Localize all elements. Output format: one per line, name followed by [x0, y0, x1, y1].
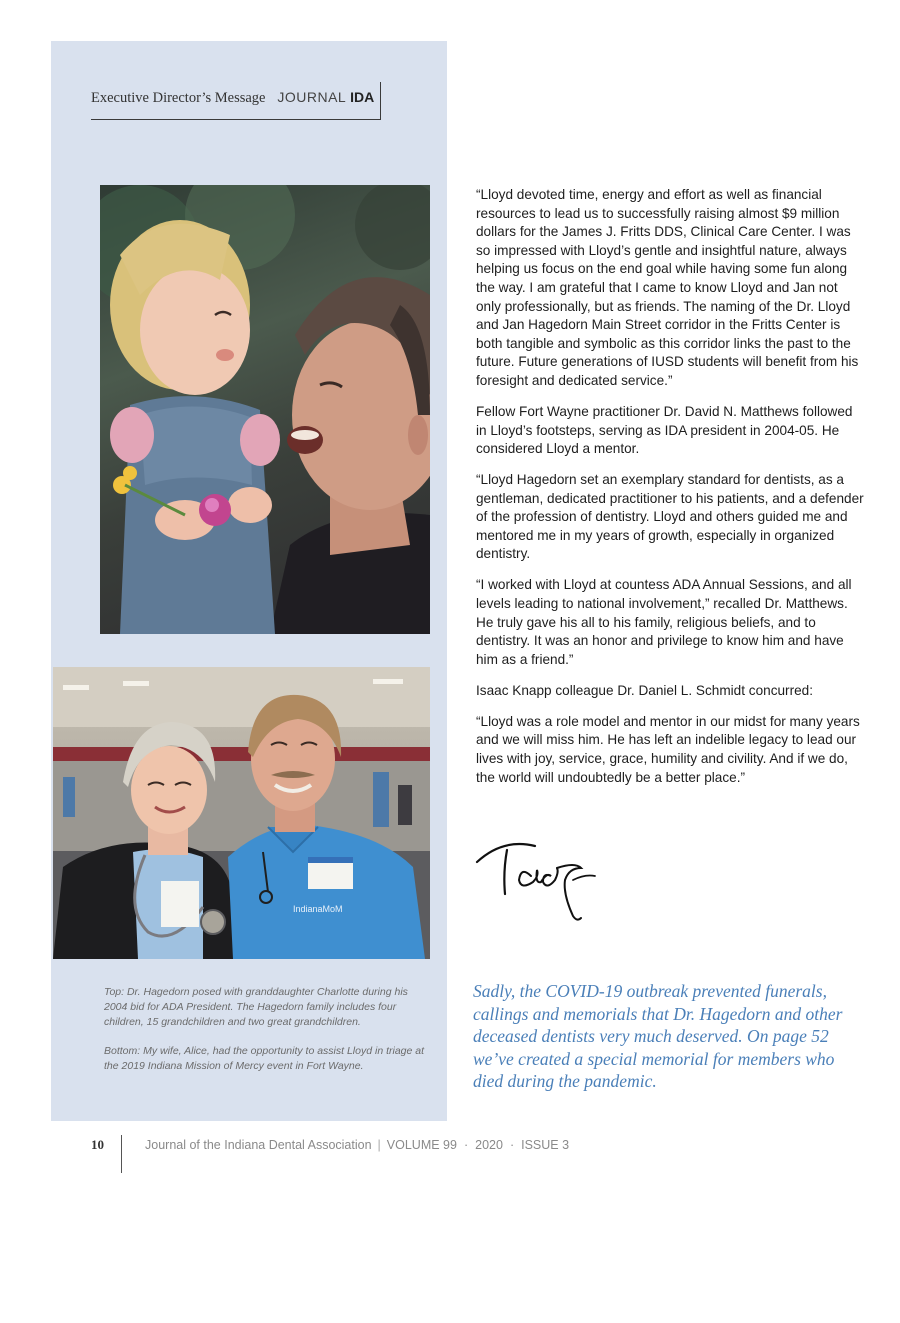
- year: 2020: [475, 1138, 503, 1152]
- signature-drawing: [473, 832, 605, 924]
- journal-label: JOURNAL: [277, 89, 347, 105]
- section-header: [91, 82, 381, 120]
- footer-divider: [121, 1135, 122, 1173]
- journal-name: Journal of the Indiana Dental Association: [145, 1138, 372, 1152]
- article-paragraph: “I worked with Lloyd at countess ADA Annual Sessions, and all levels leading to national involvement,” recalled Dr. Matthews. He truly gave his all to his family, religious beliefs, and to dentistry. It was an honor and privilege to know him and have him as a friend.”: [476, 577, 852, 667]
- article-paragraph: “Lloyd devoted time, energy and effort as well as financial resources to lead us to successfully raising almost $9 million dollars for the James J. Fritts DDS, Clinical Care Center. I was so impressed with Lloyd’s gentle and insightful nature, always helping us focus on the end goal while having some fun along the way. I am grateful that I came to know Lloyd and Jan not only professionally, but as friends. The naming of the Dr. Lloyd and Jan Hagedorn Main Street corridor in the Fritts Center is both tangible and symbolic as this corridor links the past to the future. Future generations of IUSD students will benefit from his foresight and dedicated service.”: [476, 187, 859, 388]
- footer-publication: [145, 1138, 569, 1152]
- article-paragraph: “Lloyd was a role model and mentor in our midst for many years and we will miss him. He has left an indelible legacy to lead our lives with joy, service, grace, humility and civility. And if we do, the world will undoubtedly be a better place.”: [476, 713, 860, 785]
- section-title: Executive Director’s Message: [91, 90, 266, 106]
- footer-separator: |: [377, 1138, 381, 1152]
- section-header-text: [91, 89, 374, 107]
- volume: VOLUME 99: [386, 1138, 457, 1152]
- article-paragraph: Fellow Fort Wayne practitioner Dr. David N. Matthews followed in Lloyd’s footsteps, serving as IDA president in 2004-05. He considered Lloyd a mentor.: [476, 403, 853, 457]
- article-paragraph: “Lloyd Hagedorn set an exemplary standard for dentists, as a gentleman, dedicated practitioner to his patients, and a defender of the profession of dentistry. Lloyd and others guided me and mentored me in my years of growth, especially in organized dentistry.: [476, 472, 864, 562]
- shirt-logo-text: IndianaMoM: [293, 904, 343, 914]
- photo-grandfather-granddaughter: [100, 185, 430, 634]
- page-number: 10: [91, 1137, 104, 1152]
- footer-dot: ·: [509, 1138, 515, 1152]
- page-footer: [0, 1133, 900, 1173]
- journal-label-ida: IDA: [350, 89, 375, 105]
- caption-top: Top: Dr. Hagedorn posed with granddaughter Charlotte during his 2004 bid for ADA President. The Hagedorn family includes four children, 15 grandchildren and two great grandchildren.: [104, 986, 408, 1028]
- photo-illustration: [53, 667, 430, 959]
- issue: ISSUE 3: [521, 1138, 570, 1152]
- footer-dot: ·: [463, 1138, 469, 1152]
- photo-mission-of-mercy: [53, 667, 430, 959]
- caption-bottom: Bottom: My wife, Alice, had the opportunity to assist Lloyd in triage at the 2019 Indiana Mission of Mercy event in Fort Wayne.: [104, 1045, 425, 1072]
- photo-illustration: [100, 185, 430, 634]
- article-body: [476, 186, 864, 800]
- closing-note: Sadly, the COVID-19 outbreak prevented funerals, callings and memorials that Dr. Hagedorn and other deceased dentists very much deserved. On page 52 we’ve created a special memorial for members who died during the pandemic.: [473, 981, 843, 1091]
- article-paragraph: Isaac Knapp colleague Dr. Daniel L. Schmidt concurred:: [476, 682, 814, 698]
- signature: [473, 832, 605, 924]
